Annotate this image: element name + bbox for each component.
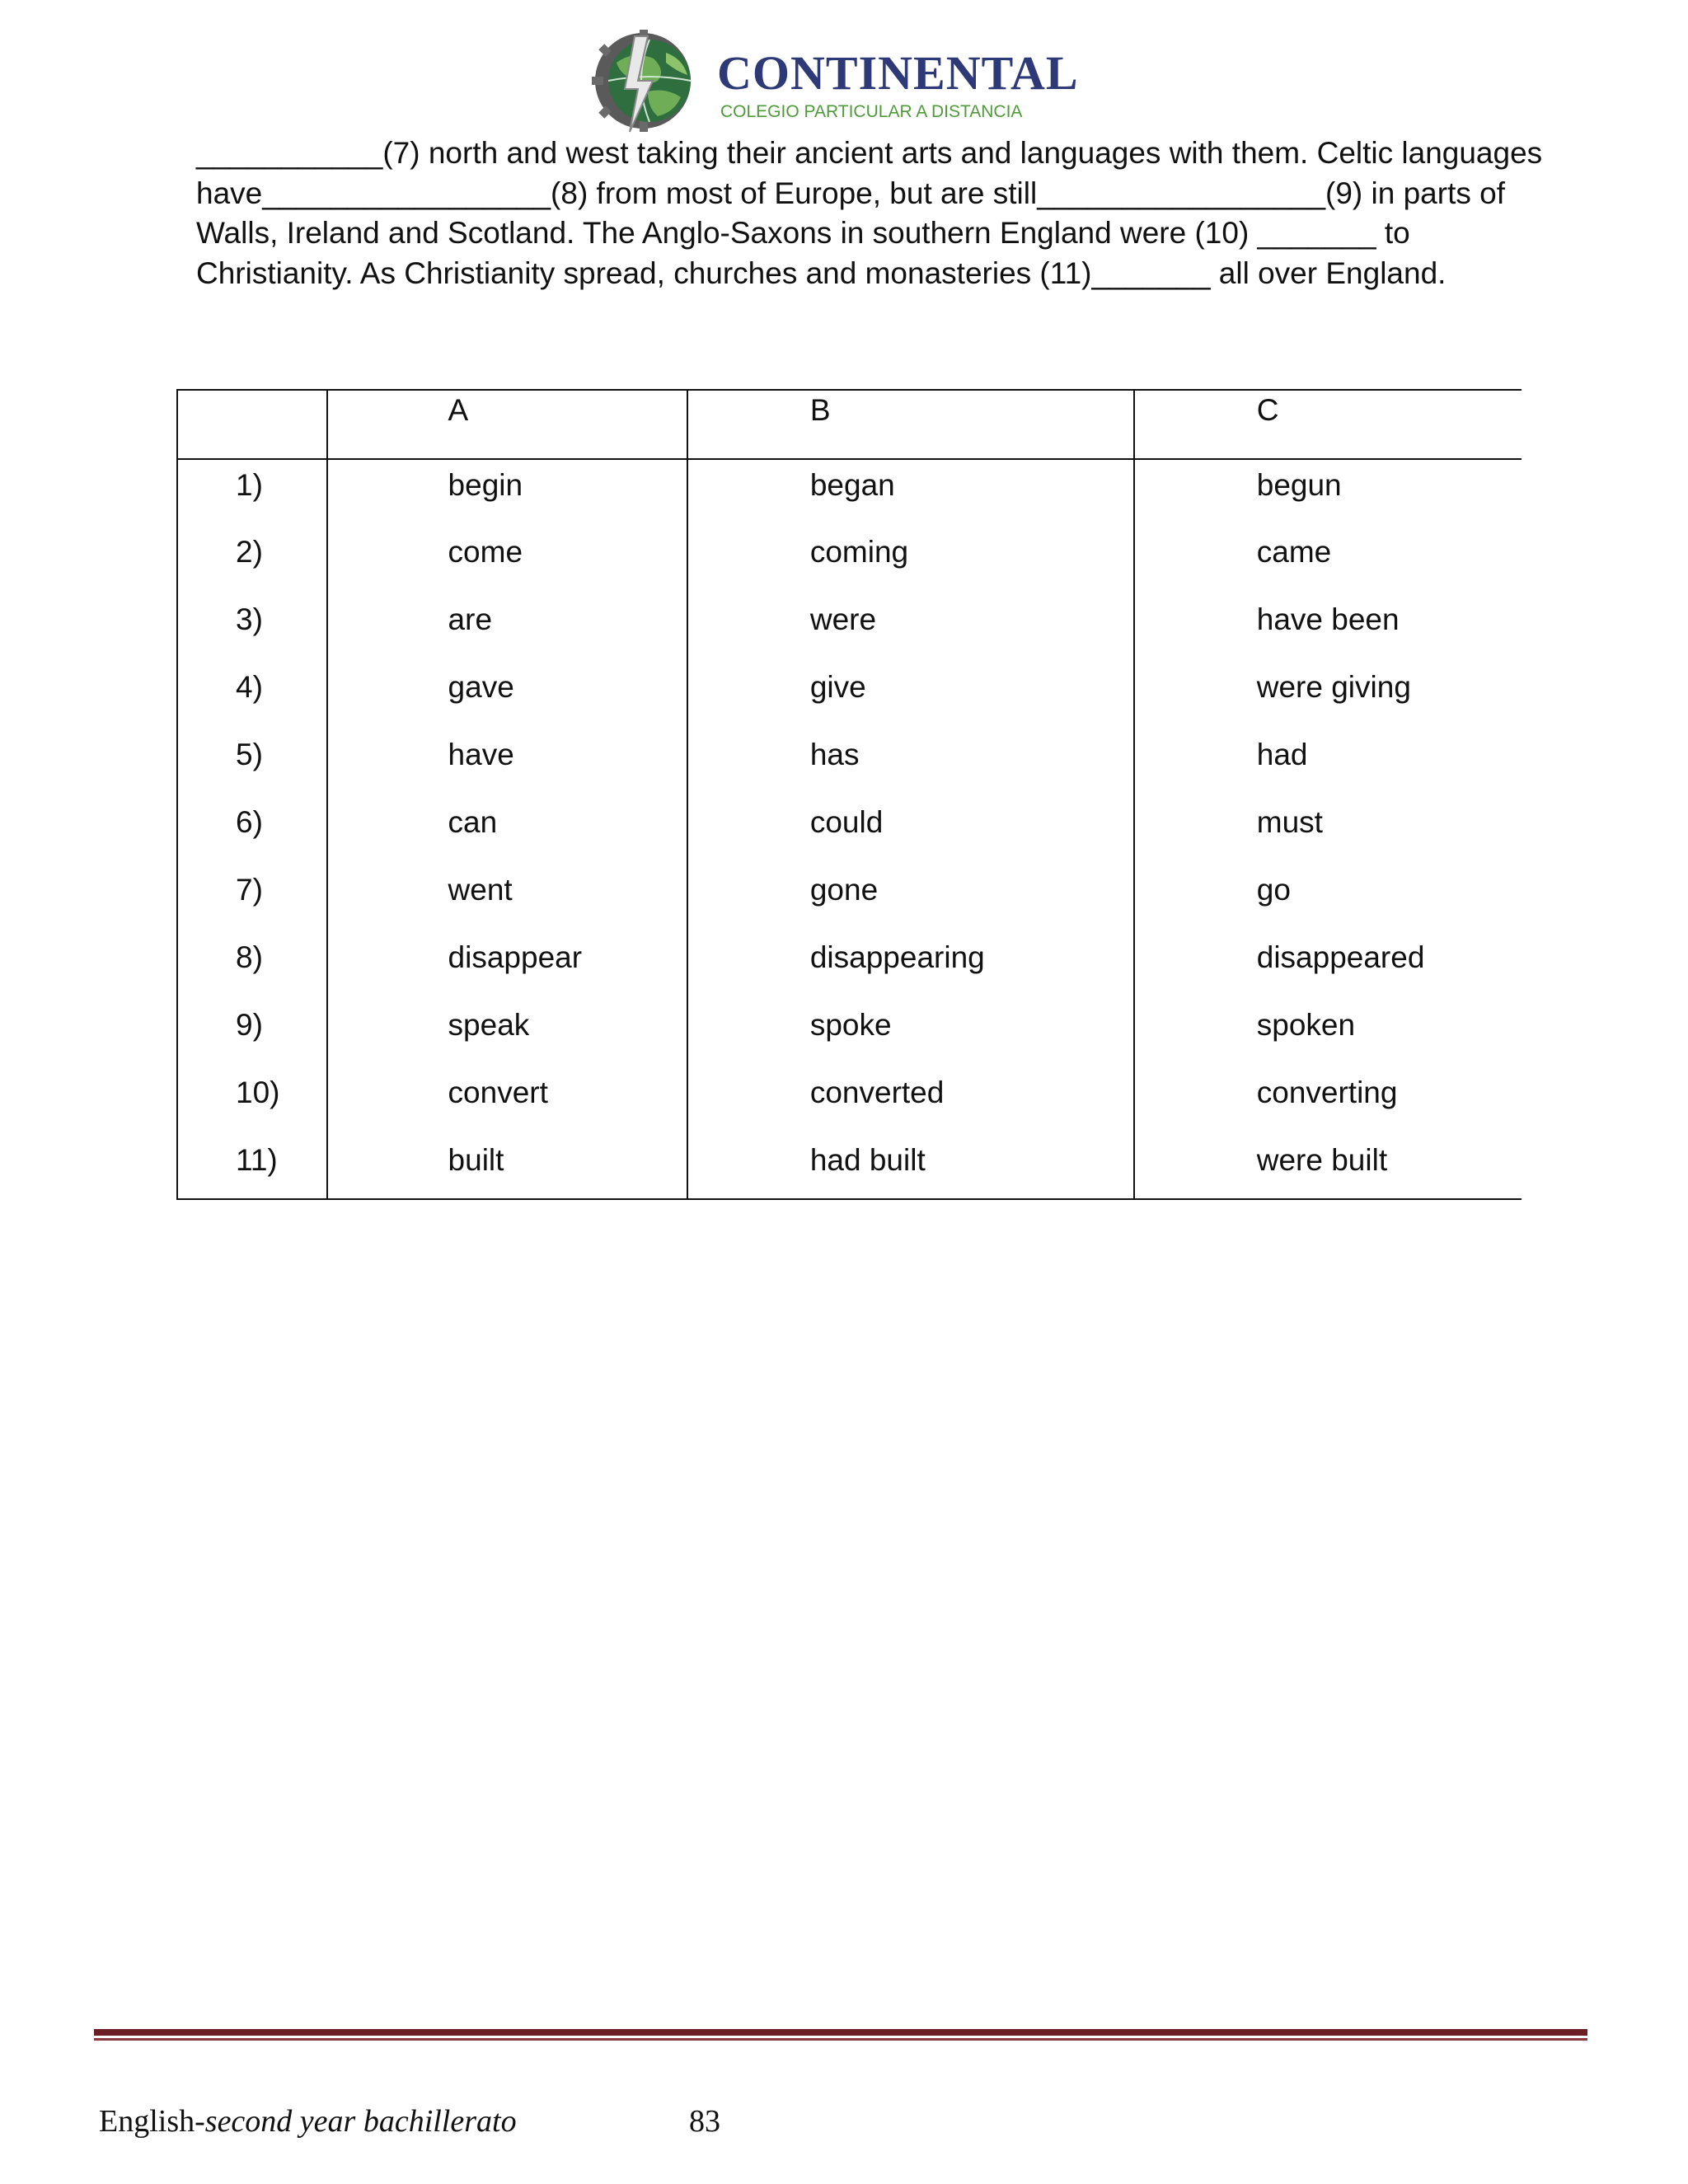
table-row	[177, 527, 1522, 594]
option-b: spoke	[687, 1000, 1134, 1067]
row-number: 2)	[177, 527, 327, 594]
row-number: 8)	[177, 932, 327, 1000]
option-c: converting	[1256, 1076, 1398, 1109]
footer-divider-thin	[94, 2038, 1587, 2041]
option-c: were built	[1134, 1135, 1522, 1199]
answer-options-table	[176, 389, 1522, 1200]
globe-gear-emblem-icon	[584, 30, 715, 133]
row-number: 10)	[177, 1067, 327, 1135]
option-a: disappear	[327, 932, 687, 1000]
option-c: must	[1256, 805, 1323, 839]
option-a: are	[327, 594, 687, 662]
row-number: 7)	[177, 865, 327, 932]
logo-title: CONTINENTAL	[717, 46, 1079, 100]
table-row	[177, 1135, 1522, 1199]
row-number: 11)	[177, 1135, 327, 1199]
option-a: went	[327, 865, 687, 932]
table-row	[177, 459, 1522, 527]
passage-line: have_________________(8) from most of Europe, but are still_________________(9) in parts of	[196, 176, 1506, 210]
option-a: convert	[327, 1067, 687, 1135]
option-a: built	[327, 1135, 687, 1199]
table-row	[177, 797, 1522, 865]
table-header-row	[177, 390, 1522, 459]
school-logo	[584, 30, 1079, 133]
option-c: go	[1256, 873, 1291, 907]
option-c: disappeared	[1256, 940, 1425, 974]
table-row	[177, 1067, 1522, 1135]
header-option-a: A	[327, 390, 687, 459]
option-c: were giving	[1256, 670, 1411, 704]
option-c: begun	[1256, 468, 1342, 502]
logo-subtitle: COLEGIO PARTICULAR A DISTANCIA	[720, 102, 1023, 121]
option-c: have been	[1256, 602, 1400, 636]
passage-line: Walls, Ireland and Scotland. The Anglo-Saxons in southern England were (10) _______ to	[196, 216, 1410, 250]
option-b: were	[687, 594, 1134, 662]
option-b: began	[687, 459, 1134, 527]
row-number: 9)	[177, 1000, 327, 1067]
header-option-b: B	[687, 390, 1134, 459]
header-number	[177, 390, 327, 459]
option-a: come	[327, 527, 687, 594]
option-a: begin	[327, 459, 687, 527]
footer-course-label	[99, 2103, 517, 2139]
option-a: can	[327, 797, 687, 865]
option-a: have	[327, 729, 687, 797]
row-number: 6)	[177, 797, 327, 865]
table-row	[177, 1000, 1522, 1067]
passage-line: ___________(7) north and west taking their ancient arts and languages with them. Celtic languages	[196, 136, 1543, 170]
option-b: has	[687, 729, 1134, 797]
table-row	[177, 662, 1522, 729]
table-row	[177, 865, 1522, 932]
option-b: coming	[687, 527, 1134, 594]
table-row	[177, 594, 1522, 662]
table-row	[177, 729, 1522, 797]
option-a: gave	[327, 662, 687, 729]
option-b: converted	[687, 1067, 1134, 1135]
option-b: give	[687, 662, 1134, 729]
footer-subject: English-	[99, 2104, 205, 2139]
passage-line: Christianity. As Christianity spread, churches and monasteries (11)_______ all over England.	[196, 255, 1447, 290]
option-a: speak	[327, 1000, 687, 1067]
footer-subtitle: second year bachillerato	[204, 2104, 517, 2139]
row-number: 4)	[177, 662, 327, 729]
option-b: could	[687, 797, 1134, 865]
footer-divider	[94, 2029, 1587, 2036]
row-number: 1)	[177, 459, 327, 527]
option-c: had	[1256, 738, 1308, 771]
row-number: 3)	[177, 594, 327, 662]
option-b: gone	[687, 865, 1134, 932]
option-c: came	[1256, 535, 1332, 569]
option-b: had built	[687, 1135, 1134, 1199]
header-option-c: C	[1134, 390, 1522, 459]
row-number: 5)	[177, 729, 327, 797]
option-b: disappearing	[687, 932, 1134, 1000]
option-c: spoken	[1256, 1008, 1356, 1042]
exercise-passage	[196, 134, 1548, 293]
page-number: 83	[689, 2104, 720, 2139]
table-row	[177, 932, 1522, 1000]
